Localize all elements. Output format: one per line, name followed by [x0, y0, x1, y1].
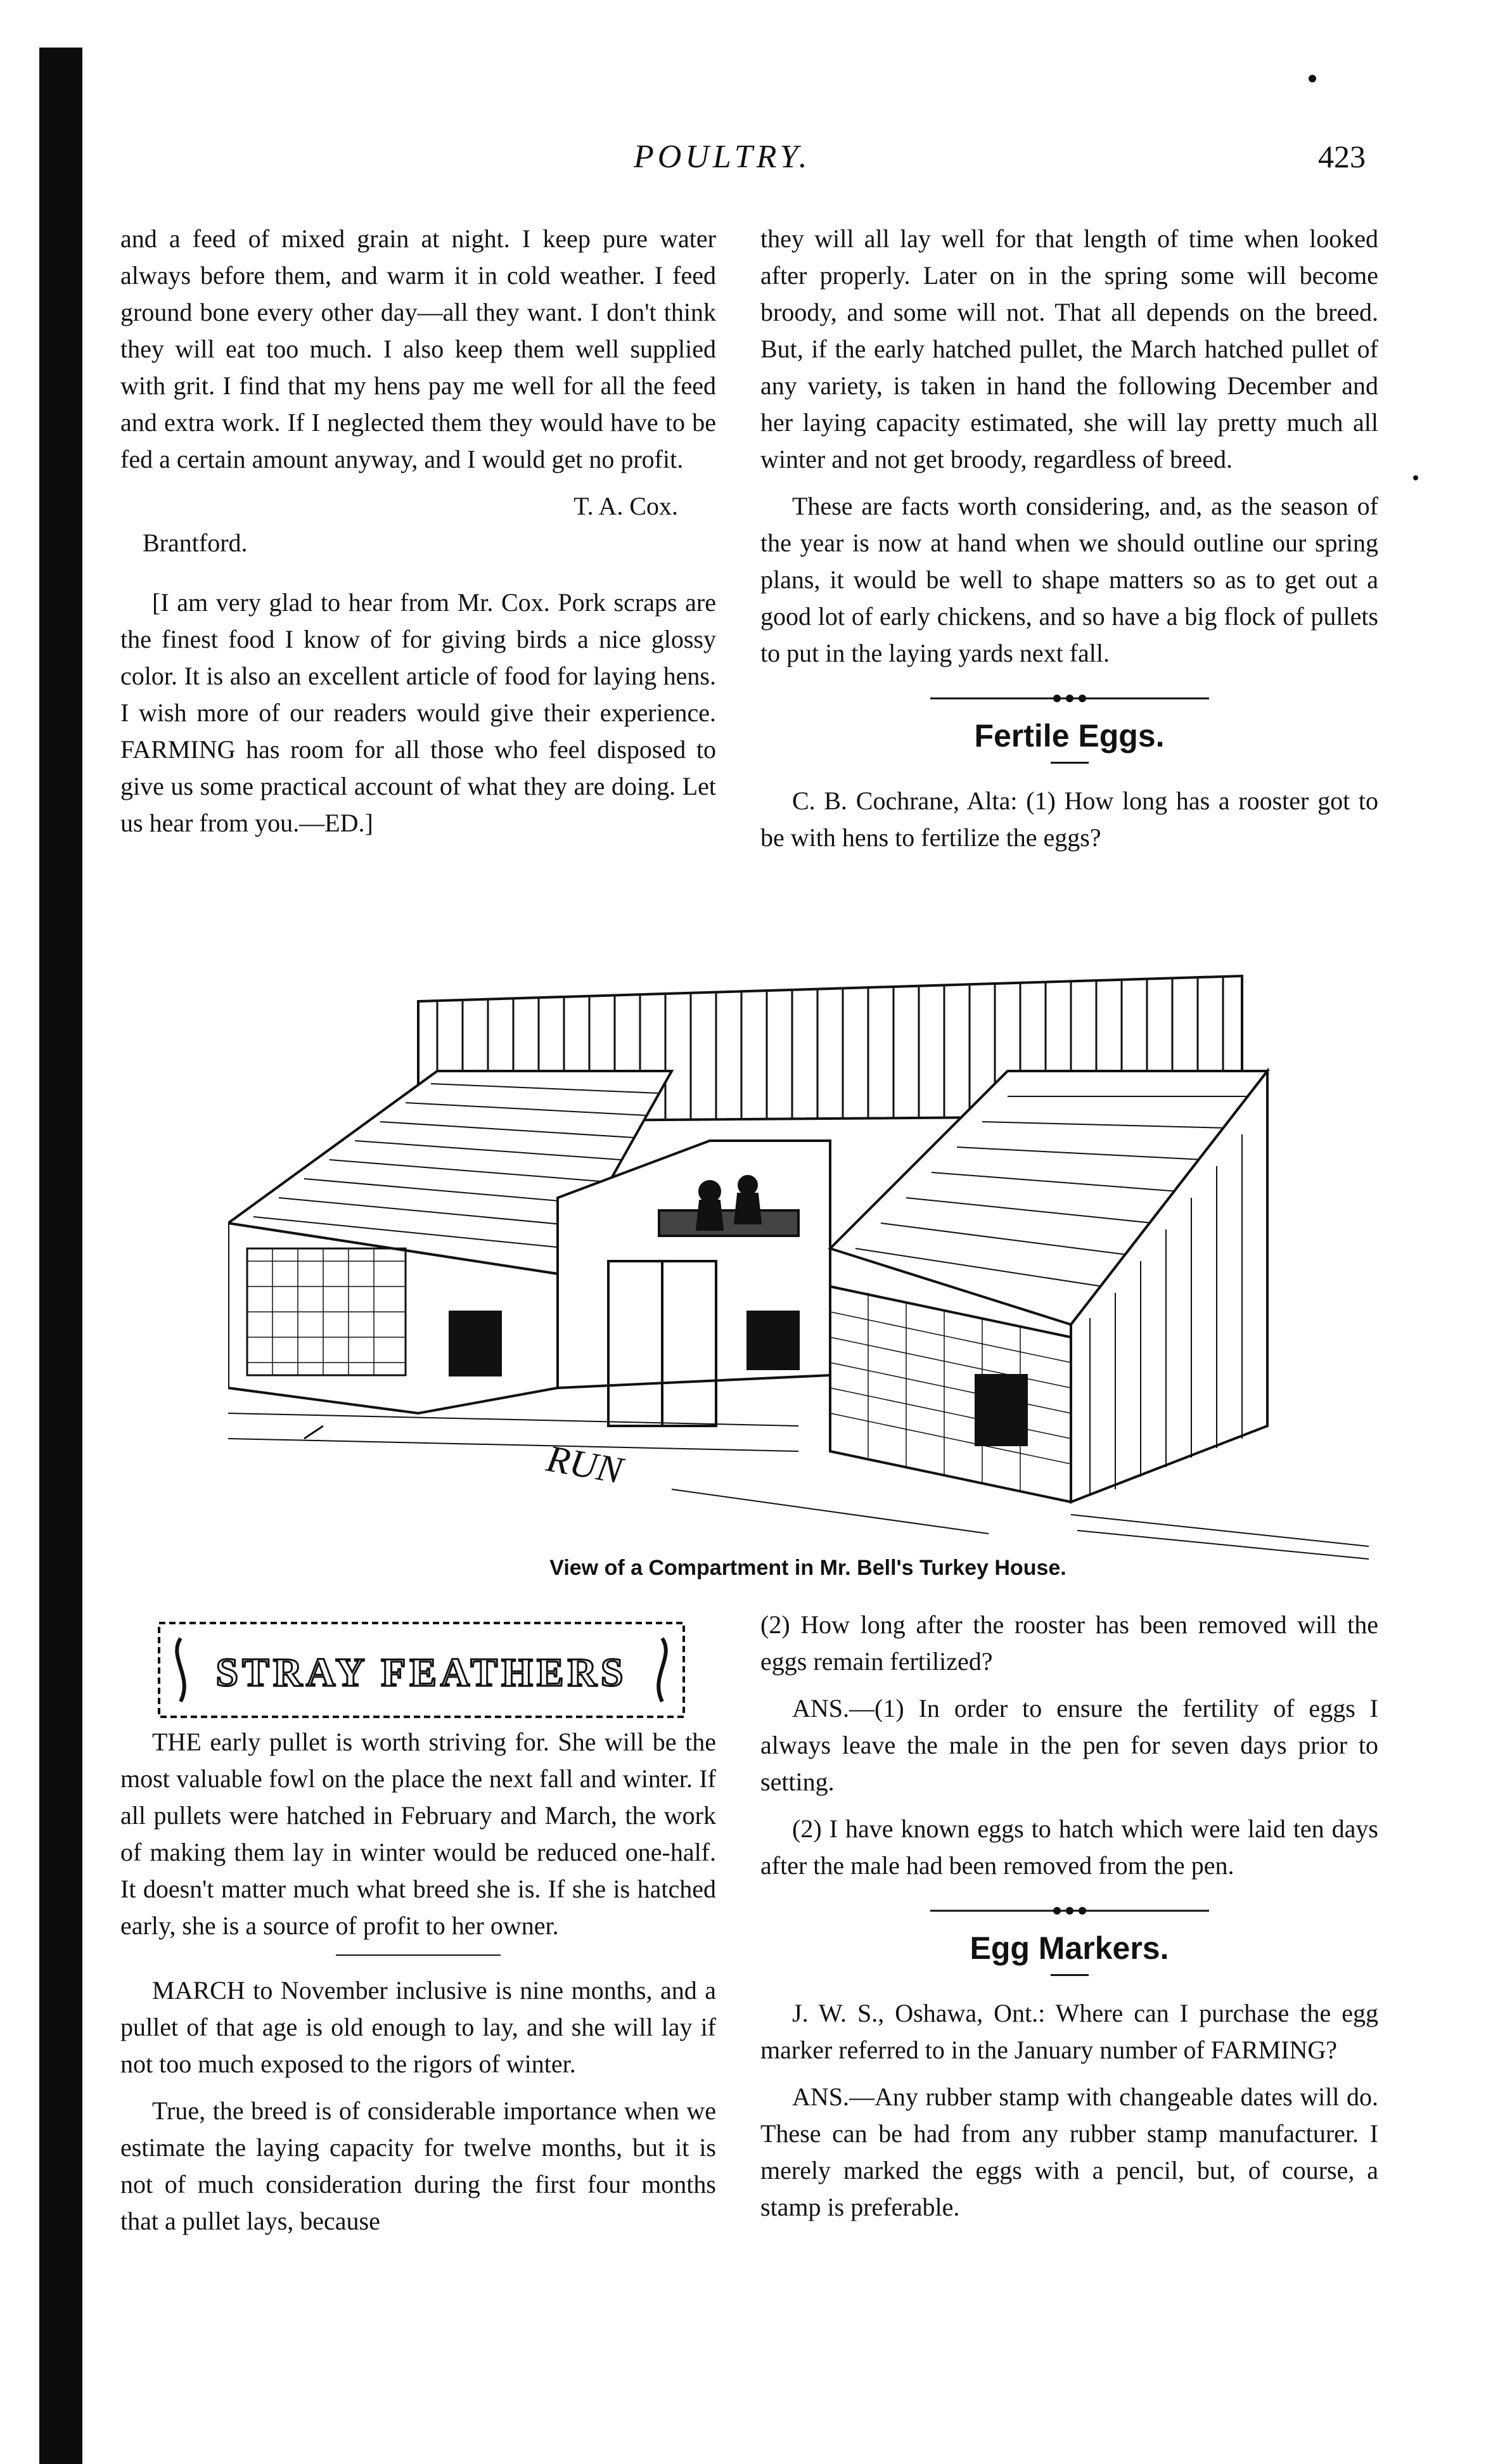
stray-feathers-title: STRAY FEATHERS — [215, 1650, 627, 1695]
egg-markers-answer: ANS.—Any rubber stamp with changeable dates will do. These can be had from any rubber stamp manufacturer. I merely marked the eggs with a pencil, but, of course, a stamp is preferable. — [760, 2082, 1378, 2221]
egg-markers-question: J. W. S., Oshawa, Ont.: Where can I purchase the egg marker referred to in the January number of FARMING? — [760, 1999, 1378, 2064]
section-divider-ornament — [930, 691, 1209, 706]
right-column-bottom — [760, 1607, 1378, 2236]
right-shed-front — [830, 1287, 1071, 1502]
stray-feathers-paragraph: THE early pullet is worth striving for. She will be the most valuable fowl on the place the next fall and winter. If all pullets were hatched in February and March, the work of making them lay in winter would be reduced one-half. It doesn't matter much what breed she is. If she is hatched early, she is a source of profit to her owner. — [120, 1728, 716, 1940]
scanned-page-edge — [39, 48, 82, 2464]
running-head: POULTRY. — [634, 139, 811, 175]
fertile-eggs-answer: ANS.—(1) In order to ensure the fertility of eggs I always leave the male in the pen for seven days prior to setting. — [760, 1694, 1378, 1796]
illustration-caption: View of a Compartment in Mr. Bell's Turkey House. — [549, 1556, 1066, 1580]
print-speck — [1413, 475, 1418, 480]
continued-paragraph: they will all lay well for that length of time when looked after properly. Later on in the spring some will become broody, and some will not. That all depends on the breed. But, if the early hatched pullet, the March hatched pullet of any variety, is taken in hand the following December and her laying capacity estimated, she will lay pretty much all winter and not get broody, regardless of breed. — [760, 224, 1378, 473]
stray-feathers-banner — [155, 1619, 688, 1721]
continued-paragraph: These are facts worth considering, and, as the season of the year is now at hand when we should outline our spring plans, it would be well to shape matters so as to get out a good lot of early chickens, and so have a big flock of pullets to put in the laying yards next fall. — [760, 492, 1378, 667]
egg-markers-heading: Egg Markers. — [970, 1930, 1169, 1966]
paragraph-divider — [336, 1954, 501, 1956]
letter-place: Brantford. — [143, 529, 248, 557]
turkey-house-illustration — [228, 932, 1388, 1565]
heading-underline — [1051, 762, 1089, 764]
heading-underline — [1051, 1974, 1089, 1976]
stray-feathers-paragraph: True, the breed is of considerable importance when we estimate the laying capacity for twelve months, but it is not of much consideration during the first four months that a pullet lays, because — [120, 2096, 716, 2235]
page-number: 423 — [1318, 139, 1366, 174]
fertile-eggs-answer: (2) I have known eggs to hatch which were laid ten days after the male had been removed from the pen. — [760, 1814, 1378, 1880]
fertile-eggs-question: C. B. Cochrane, Alta: (1) How long has a rooster got to be with hens to fertilize the eggs? — [760, 786, 1378, 852]
turkey-roost — [659, 1210, 798, 1236]
letter-paragraph: and a feed of mixed grain at night. I keep pure water always before them, and warm it in cold weather. I feed ground bone every other day—all they want. I don't think they will eat too much. I also keep them well supplied with grit. I find that my hens pay me well for all the feed and extra work. If I neglected them they would have to be fed a certain amount anyway, and I would get no profit. — [120, 224, 716, 473]
fertile-eggs-heading: Fertile Eggs. — [974, 718, 1165, 754]
run-label: RUN — [543, 1437, 626, 1492]
section-divider-ornament — [930, 1903, 1209, 1918]
left-column-bottom — [120, 1724, 716, 2250]
editor-note: [I am very glad to hear from Mr. Cox. Pork scraps are the finest food I know of for giving birds a nice glossy color. It is also an excellent article of food for laying hens. I wish more of our readers would give their experience. FARMING has room for all those who feel disposed to give us some practical account of what they are doing. Let us hear from you.—ED.] — [120, 588, 716, 837]
left-column-top — [120, 221, 716, 852]
print-speck — [1309, 75, 1316, 82]
stray-feathers-paragraph: MARCH to November inclusive is nine months, and a pullet of that age is old enough to lay, and she will lay if not too much exposed to the rigors of winter. — [120, 1976, 716, 2078]
right-column-top — [760, 221, 1378, 866]
fertile-eggs-question: (2) How long after the rooster has been removed will the eggs remain fertilized? — [760, 1610, 1378, 1676]
letter-signature: T. A. Cox. — [573, 492, 678, 520]
